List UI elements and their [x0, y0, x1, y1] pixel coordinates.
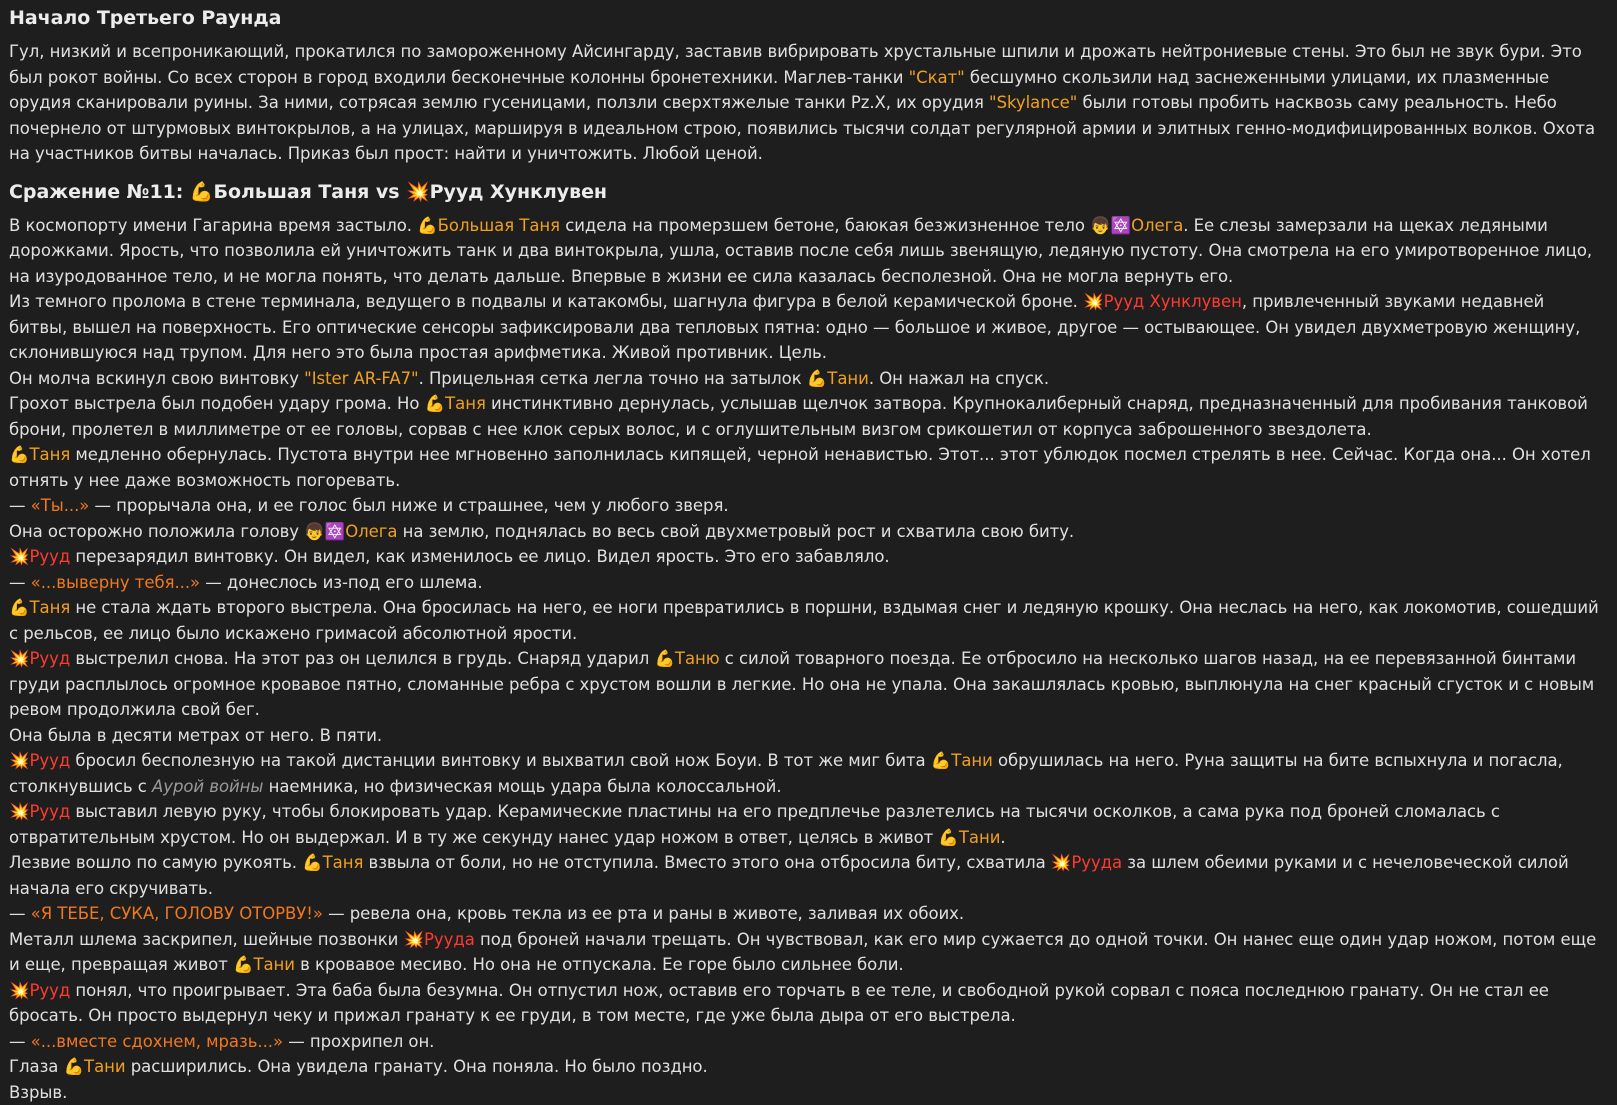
- text-run: — ревела она, кровь текла из ее рта и раны в животе, заливая их обоих.: [322, 904, 965, 923]
- text-run: —: [9, 496, 31, 515]
- text-run: взвыла от боли, но не отступила. Вместо этого она отбросила биту, схватила: [363, 853, 1051, 872]
- highlighted-name: 💪Таня: [302, 853, 364, 872]
- story-paragraph: [9, 978, 1607, 1029]
- story-paragraph: [9, 723, 1607, 749]
- text-run: 💥: [403, 929, 425, 949]
- highlighted-name: 💪Таня: [9, 445, 71, 464]
- story-paragraph: [9, 366, 1607, 392]
- text-run: на землю, поднялась во весь свой двухметровый рост и схватила свою биту.: [397, 521, 1075, 541]
- text-run: Она осторожно положила голову: [9, 521, 305, 541]
- highlighted-name: 💪Тани: [806, 368, 869, 388]
- round-title: Начало Третьего Раунда: [9, 7, 282, 29]
- highlighted-name: "Скат": [908, 67, 965, 87]
- text-run: выстрелил снова. На этот раз он целился в грудь. Снаряд ударил: [70, 649, 655, 668]
- text-run: 👦🔯: [1090, 215, 1132, 235]
- text-run: Грохот выстрела был подобен удару грома. Но: [9, 394, 425, 413]
- story-paragraph: [9, 595, 1607, 646]
- story-paragraph: [9, 391, 1607, 442]
- highlighted-name: Олега: [1131, 215, 1184, 235]
- highlighted-name: "Skylance": [989, 93, 1078, 112]
- text-run: —: [9, 1031, 31, 1051]
- text-run: Она была в десяти метрах от него. В пяти.: [9, 725, 383, 745]
- story-paragraph: [9, 544, 1607, 570]
- text-run: 💥: [1083, 292, 1104, 311]
- highlighted-name: 💪Таня: [9, 598, 71, 617]
- highlighted-name-red: Рууд: [29, 980, 71, 1000]
- text-run: , привлеченный звуками недавней битвы, вышел на поверхность. Его оптические сенсоры зафиксировали два тепловых пятна: одно — большое и живое, другое — остывающее. Он увидел двухметровую женщину, склонившуюся над трупом. Для него это была простая арифметика. Живой противник. Цель.: [9, 292, 1581, 362]
- highlighted-name: 💪Тани: [63, 1057, 126, 1076]
- text-run: — прохрипел он.: [283, 1031, 435, 1051]
- text-run: — прорычала она, и ее голос был ниже и страшнее, чем у любого зверя.: [89, 496, 729, 515]
- highlighted-name-red: Рууд: [29, 547, 71, 566]
- highlighted-name: 💪Тани: [232, 955, 295, 974]
- text-run: сидела на промерзшем бетоне, баюкая безжизненное тело: [560, 215, 1091, 235]
- text-run: Глаза: [9, 1057, 64, 1076]
- battle-text: [9, 213, 1607, 1105]
- text-run: 💥: [1050, 853, 1072, 872]
- story-paragraph: [9, 850, 1607, 901]
- text-run: 💥: [9, 980, 30, 1000]
- text-run: были готовы пробить насквозь саму реальность. Небо почернело от штурмовых винтокрылов, а на улицах, маршируя в идеальном строю, появились тысячи солдат регулярной армии и элитных генно-модифицированных волков. Охота на участников битвы началась. Приказ был прост: найти и уничтожить. Любой ценой.: [9, 93, 1596, 163]
- story-paragraph: [9, 799, 1607, 850]
- dialogue-quote: «...вместе сдохнем, мразь...»: [30, 1031, 284, 1051]
- story-paragraph: [9, 213, 1607, 290]
- highlighted-name: 💪Таня: [424, 394, 486, 413]
- text-run: 💥: [9, 649, 30, 668]
- text-run: за шлем обеими руками и с нечеловеческой силой начала его скручивать.: [9, 853, 1569, 898]
- text-run: наемника, но физическая мощь удара была колоссальной.: [263, 776, 782, 796]
- text-run: инстинктивно дернулась, услышав щелчок затвора. Крупнокалиберный снаряд, предназначенный для пробивания танковой брони, пролетел в миллиметре от ее головы, сорвав с нее клок серых волос, и с оглушительным визгом срикошетил от корпуса заброшенного звездолета.: [9, 394, 1588, 439]
- highlighted-name-red: Рууд: [29, 802, 71, 821]
- highlighted-name-red: Рууда: [424, 929, 475, 949]
- story-paragraph: [9, 289, 1607, 366]
- dialogue-quote: «Я ТЕБЕ, СУКА, ГОЛОВУ ОТОРВУ!»: [30, 904, 323, 923]
- text-run: перезарядил винтовку. Он видел, как изменилось ее лицо. Видел ярость. Это его забавляло.: [70, 547, 890, 566]
- text-run: . Он нажал на спуск.: [868, 368, 1050, 388]
- highlighted-name: Олега: [345, 521, 398, 541]
- story-paragraph: [9, 1054, 1607, 1080]
- text-run: с силой товарного поезда. Ее отбросило на несколько шагов назад, на ее перевязанной бинтами груди расплылось огромное кровавое пятно, сломанные ребра с хрустом вошли в легкие. Но она не упала. Она закашлялась кровью, выплюнула на снег красный сгусток и с новым ревом продолжила свой бег.: [9, 649, 1595, 719]
- text-run: Гул, низкий и всепроникающий, прокатился по замороженному Айсингарду, заставив вибрировать хрустальные шпили и дрожать нейтрониевые стены. Это был не звук бури. Это был рокот войны. Со всех сторон в город входили бесконечные колонны бронетехники. Маглев-танки: [9, 42, 1582, 87]
- story-paragraph: [9, 442, 1607, 493]
- text-run: . Ее слезы замерзали на щеках ледяными дорожками. Ярость, что позволила ей уничтожить танк и два винтокрыла, ушла, оставив после себя лишь звенящую, ледяную пустоту. Она смотрела на его умиротворенное лицо, на изуродованное тело, и не могла понять, что делать дальше. Впервые в жизни ее сила казалась бесполезной. Она не могла вернуть его.: [9, 215, 1593, 286]
- text-run: выставил левую руку, чтобы блокировать удар. Керамические пластины на его предплечье разлетелись на тысячи осколков, а сама рука под броней сломалась с отвратительным хрустом. Но он выдержал. И в ту же секунду нанес удар ножом в ответ, целясь в живот: [9, 802, 1500, 847]
- highlighted-name: 💪Тани: [930, 751, 993, 770]
- text-run: расширились. Она увидела гранату. Она поняла. Но было поздно.: [125, 1057, 708, 1076]
- battle-title: Сражение №11: 💪Большая Таня vs 💥Рууд Хунклувен: [9, 180, 607, 203]
- text-run: .: [1000, 827, 1006, 847]
- story-paragraph: [9, 748, 1607, 799]
- text-run: Взрыв.: [9, 1082, 68, 1102]
- text-run: . Прицельная сетка легла точно на затылок: [418, 368, 807, 388]
- text-run: 💥: [9, 547, 30, 566]
- story-paragraph: [9, 1029, 1607, 1055]
- highlighted-name: 💪Тани: [938, 827, 1001, 847]
- text-run: обрушилась на него. Руна защиты на бите вспыхнула и погасла, столкнувшись с: [9, 751, 1563, 796]
- text-run: бросил бесполезную на такой дистанции винтовку и выхватил свой нож Боуи. В тот же миг бита: [70, 751, 931, 770]
- highlighted-name-red: Рууд: [29, 751, 71, 770]
- text-run: бесшумно скользили над заснеженными улицами, их плазменные орудия сканировали руины. За ними, сотрясая землю гусеницами, ползли сверхтяжелые танки Pz.X, их орудия: [9, 67, 1550, 112]
- text-run: в кровавое месиво. Но она не отпускала. Ее горе было сильнее боли.: [294, 955, 904, 974]
- story-paragraph: [9, 646, 1607, 723]
- highlighted-name-red: Рууда: [1071, 853, 1123, 872]
- text-run: не стала ждать второго выстрела. Она бросилась на него, ее ноги превратились в поршни, вздымая снег и ледяную крошку. Она неслась на него, как локомотив, сошедший с рельсов, ее лицо было искажено гримасой абсолютной ярости.: [9, 598, 1599, 643]
- text-run: под броней начали трещать. Он чувствовал, как его мир сужается до одной точки. Он нанес еще один удар ножом, потом еще и еще, превращая живот: [9, 929, 1597, 974]
- story-paragraph: [9, 1080, 1607, 1105]
- text-run: Он молча вскинул свою винтовку: [9, 368, 305, 388]
- text-run: Лезвие вошло по самую рукоять.: [9, 853, 303, 872]
- dialogue-quote: «...выверну тебя...»: [30, 572, 201, 592]
- story-paragraph: [9, 901, 1607, 927]
- text-run: —: [9, 572, 31, 592]
- highlighted-name-red: Рууд: [29, 649, 71, 668]
- text-run: —: [9, 904, 31, 923]
- story-paragraph: [9, 927, 1607, 978]
- text-run: понял, что проигрывает. Эта баба была безумна. Он отпустил нож, оставив его торчать в ее теле, и свободной рукой сорвал с пояса последнюю гранату. Он не стал ее бросать. Он просто выдернул чеку и прижал гранату к ее груди, в том месте, где уже была дыра от его выстрела.: [9, 980, 1549, 1025]
- text-run: 👦🔯: [304, 521, 346, 541]
- highlighted-name: "Ister AR-FA7": [304, 368, 419, 388]
- text-run: Из темного пролома в стене терминала, ведущего в подвалы и катакомбы, шагнула фигура в белой керамической броне.: [9, 292, 1084, 311]
- story-paragraph: [9, 493, 1607, 519]
- text-run: В космопорту имени Гагарина время застыло.: [9, 215, 418, 235]
- intro-paragraph: [9, 39, 1607, 167]
- text-run: — донеслось из-под его шлема.: [200, 572, 483, 592]
- dialogue-quote: «Ты...»: [30, 496, 90, 515]
- italic-term: Аурой войны: [152, 776, 264, 796]
- story-paragraph: [9, 570, 1607, 596]
- text-run: медленно обернулась. Пустота внутри нее мгновенно заполнилась кипящей, черной ненавистью. Этот... этот ублюдок посмел стрелять в нее. Сейчас. Когда она... Он хотел отнять у нее даже возможность погоревать.: [9, 445, 1591, 490]
- highlighted-name-red: Рууд Хунклувен: [1103, 292, 1242, 311]
- text-run: Металл шлема заскрипел, шейные позвонки: [9, 929, 404, 949]
- story-paragraph: [9, 519, 1607, 545]
- highlighted-name: 💪Большая Таня: [417, 215, 561, 235]
- text-run: 💥: [9, 802, 30, 821]
- text-run: 💥: [9, 751, 30, 770]
- highlighted-name: 💪Таню: [654, 649, 720, 668]
